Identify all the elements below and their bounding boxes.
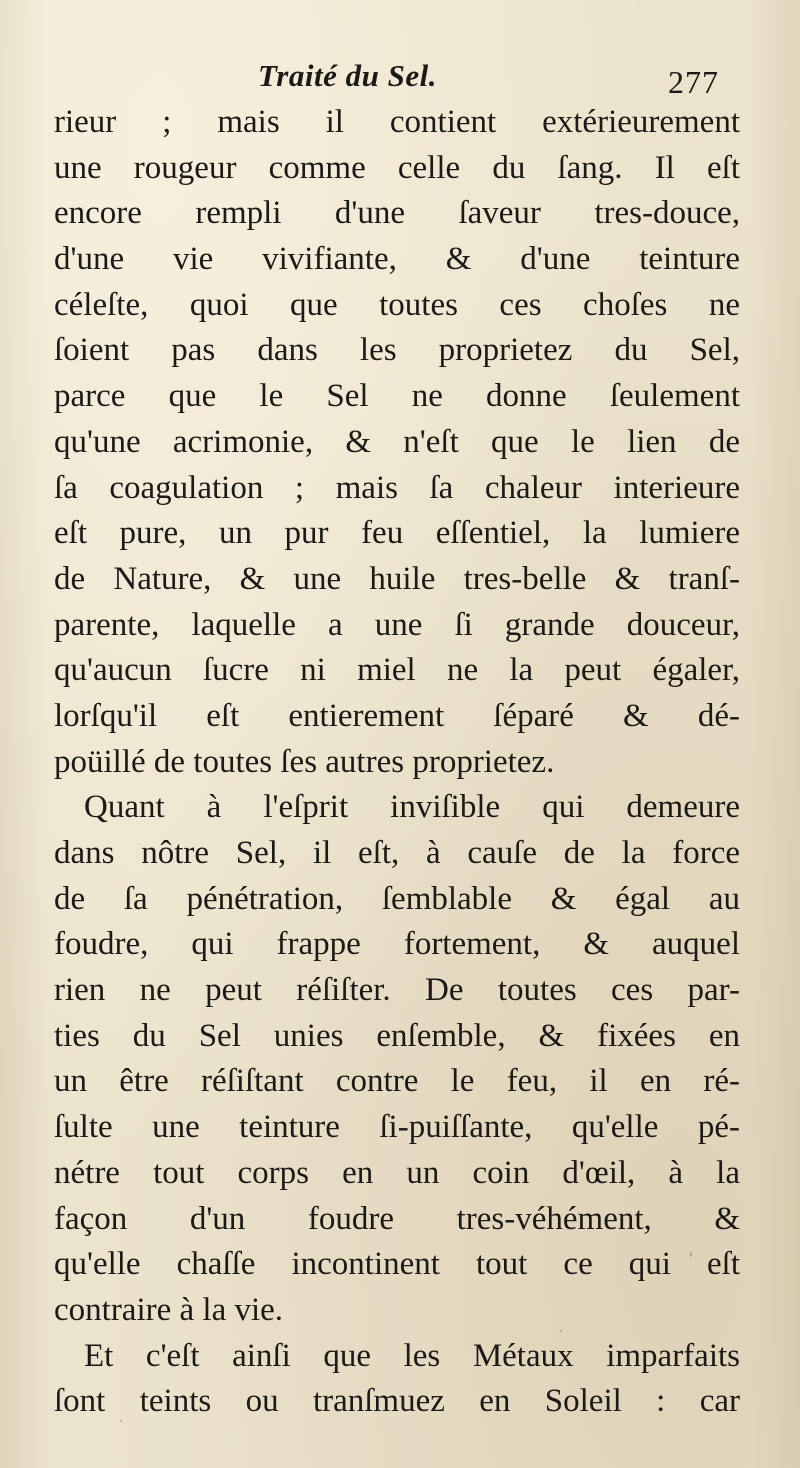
text-line: ſulte une teinture ſi-puiſſante, qu'elle pé- [54,1109,740,1146]
text-line: foudre, qui frappe fortement, & auquel [54,926,740,963]
text-line: qu'elle chaſſe incontinent tout ce qui eſt [54,1246,740,1283]
text-line: ſa coagulation ; mais ſa chaleur interieure [54,469,740,506]
text-line: lorſqu'il eſt entierement ſéparé & dé- [54,697,740,734]
text-line: rien ne peut réſiſter. De toutes ces par- [54,972,740,1009]
text-line: qu'aucun ſucre ni miel ne la peut égaler, [54,652,740,689]
text-line: de Nature, & une huile tres-belle & tranſ- [54,560,740,597]
text-line: façon d'un foudre tres-véhément, & [54,1200,740,1237]
paragraph-first-line: Et c'eſt ainſi que les Métaux imparfaits [84,1337,740,1374]
text-line: contraire à la vie. [54,1291,284,1328]
text-line: une rougeur comme celle du ſang. Il eſt [54,149,740,186]
text-line: ties du Sel unies enſemble, & fixées en [54,1017,740,1054]
text-line: ſoient pas dans les proprietez du Sel, [54,332,740,369]
text-line: céleſte, quoi que toutes ces choſes ne [54,286,740,323]
text-line: d'une vie vivifiante, & d'une teinture [54,241,740,278]
text-line: encore rempli d'une ſaveur tres-douce, [54,195,740,232]
text-line: nétre tout corps en un coin d'œil, à la [54,1154,740,1191]
text-line: parce que le Sel ne donne ſeulement [54,378,740,415]
text-line: parente, laquelle a une ſi grande douceur, [54,606,740,643]
page-number: 277 [668,64,719,100]
text-line: poüillé de toutes ſes autres proprietez. [54,743,555,780]
text-line: de ſa pénétration, ſemblable & égal au [54,880,740,917]
text-line: dans nôtre Sel, il eſt, à cauſe de la force [54,835,740,871]
paragraph-first-line: Quant à l'eſprit inviſible qui demeure [84,789,740,826]
text-line: rieur ; mais il contient extérieurement [54,104,740,140]
text-line: ſont teints ou tranſmuez en Soleil : car [54,1383,740,1420]
text-line: qu'une acrimonie, & n'eſt que le lien de [54,423,740,460]
body-text [54,100,740,1425]
text-line: un être réſiſtant contre le feu, il en ré- [54,1063,740,1100]
running-title: Traité du Sel. [258,58,437,93]
running-head [0,58,800,98]
text-line: eſt pure, un pur feu eſſentiel, la lumiere [54,515,740,552]
